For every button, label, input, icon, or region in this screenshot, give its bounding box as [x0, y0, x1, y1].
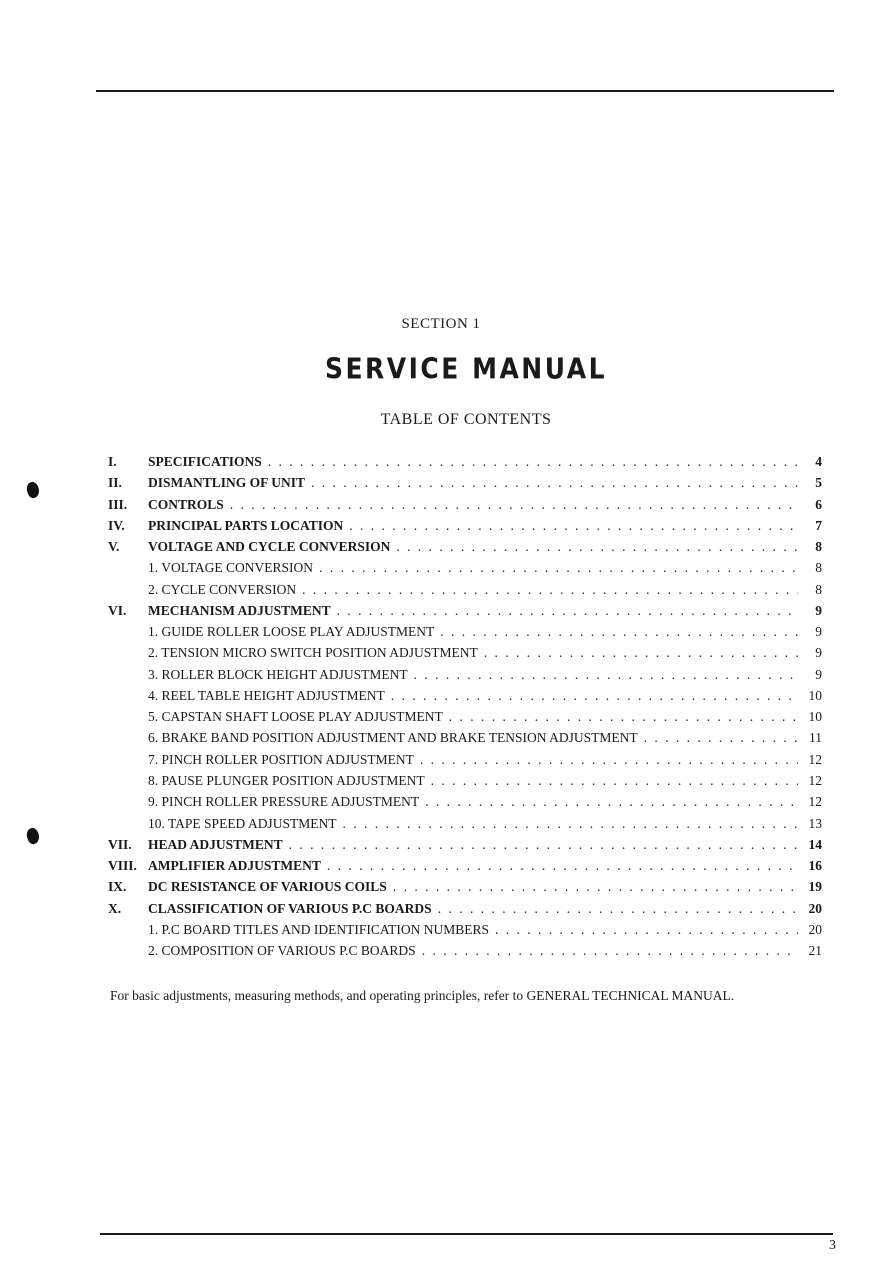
toc-entry-title: 4. REEL TABLE HEIGHT ADJUSTMENT — [148, 687, 385, 703]
toc-entry-title: 8. PAUSE PLUNGER POSITION ADJUSTMENT — [148, 772, 425, 788]
toc-entry-title: 2. TENSION MICRO SWITCH POSITION ADJUSTMENT — [148, 645, 478, 661]
toc-entry-page: 9 — [815, 624, 822, 640]
toc-dot-leader — [349, 518, 798, 534]
toc-subsection-entry — [108, 582, 822, 603]
toc-section-entry — [108, 539, 822, 560]
toc-section-entry — [108, 837, 822, 858]
toc-section-entry — [108, 901, 822, 922]
toc-entry-title: 7. PINCH ROLLER POSITION ADJUSTMENT — [148, 751, 414, 767]
toc-entry-page: 20 — [808, 900, 822, 916]
top-rule — [96, 90, 834, 92]
toc-dot-leader — [431, 773, 798, 789]
toc-dot-leader — [644, 730, 798, 746]
toc-dot-leader — [393, 879, 798, 895]
toc-subsection-entry — [108, 560, 822, 581]
toc-entry-page: 6 — [815, 496, 822, 512]
bottom-rule — [100, 1233, 833, 1235]
toc-subsection-entry — [108, 794, 822, 815]
toc-subsection-entry — [108, 943, 822, 964]
punch-hole-mark — [25, 480, 42, 499]
toc-subsection-entry — [108, 709, 822, 730]
toc-dot-leader — [391, 688, 798, 704]
toc-dot-leader — [327, 858, 798, 874]
footnote: For basic adjustments, measuring methods, and operating principles, refer to GENERAL TECHNICAL MANUAL. — [110, 988, 735, 1003]
toc-entry-page: 8 — [815, 560, 822, 576]
toc-subsection-entry — [108, 773, 822, 794]
table-of-contents — [108, 454, 822, 964]
toc-dot-leader — [289, 837, 798, 853]
toc-entry-number: II. — [108, 475, 122, 491]
toc-heading: TABLE OF CONTENTS — [380, 411, 552, 428]
toc-subsection-entry — [108, 624, 822, 645]
toc-entry-title: 6. BRAKE BAND POSITION ADJUSTMENT AND BRAKE TENSION ADJUSTMENT — [148, 730, 638, 746]
toc-section-entry — [108, 518, 822, 539]
toc-dot-leader — [414, 667, 798, 683]
toc-entry-title: VOLTAGE AND CYCLE CONVERSION — [148, 539, 391, 555]
toc-entry-page: 9 — [815, 602, 822, 618]
toc-entry-page: 14 — [808, 836, 822, 852]
toc-dot-leader — [449, 709, 798, 725]
toc-dot-leader — [319, 560, 798, 576]
toc-entry-number: VII. — [108, 836, 132, 852]
toc-entry-title: 5. CAPSTAN SHAFT LOOSE PLAY ADJUSTMENT — [148, 709, 443, 725]
toc-entry-title: MECHANISM ADJUSTMENT — [148, 602, 331, 618]
toc-subsection-entry — [108, 752, 822, 773]
toc-entry-number: VI. — [108, 602, 127, 618]
toc-entry-page: 11 — [809, 730, 822, 746]
toc-dot-leader — [342, 816, 798, 832]
toc-entry-number: X. — [108, 900, 122, 916]
toc-entry-page: 8 — [815, 539, 822, 555]
toc-subsection-entry — [108, 667, 822, 688]
toc-entry-page: 21 — [808, 943, 822, 959]
toc-entry-page: 16 — [808, 858, 822, 874]
toc-entry-title: DISMANTLING OF UNIT — [148, 475, 306, 491]
toc-dot-leader — [425, 794, 798, 810]
toc-entry-page: 10 — [808, 687, 822, 703]
toc-section-entry — [108, 879, 822, 900]
toc-dot-leader — [311, 475, 798, 491]
toc-entry-title: 10. TAPE SPEED ADJUSTMENT — [148, 815, 337, 831]
toc-entry-title: PRINCIPAL PARTS LOCATION — [148, 517, 344, 533]
toc-entry-title: 1. VOLTAGE CONVERSION — [148, 560, 314, 576]
toc-entry-title: 2. CYCLE CONVERSION — [148, 581, 297, 597]
toc-entry-page: 12 — [808, 751, 822, 767]
toc-subsection-entry — [108, 730, 822, 751]
toc-entry-title: SPECIFICATIONS — [148, 454, 262, 469]
toc-dot-leader — [484, 645, 798, 661]
toc-entry-page: 9 — [815, 645, 822, 661]
toc-entry-page: 13 — [808, 815, 822, 831]
toc-entry-title: HEAD ADJUSTMENT — [148, 836, 283, 852]
toc-dot-leader — [396, 539, 798, 555]
toc-entry-title: AMPLIFIER ADJUSTMENT — [148, 858, 321, 874]
toc-section-entry — [108, 603, 822, 624]
toc-entry-number: IX. — [108, 879, 127, 895]
toc-entry-page: 12 — [808, 794, 822, 810]
toc-entry-page: 8 — [815, 581, 822, 597]
toc-dot-leader — [420, 752, 798, 768]
toc-subsection-entry — [108, 688, 822, 709]
toc-entry-number: I. — [108, 454, 117, 469]
toc-entry-title: 3. ROLLER BLOCK HEIGHT ADJUSTMENT — [148, 666, 408, 682]
toc-section-entry — [108, 858, 822, 879]
toc-entry-title: 1. P.C BOARD TITLES AND IDENTIFICATION NUMBERS — [148, 921, 490, 937]
toc-entry-title: DC RESISTANCE OF VARIOUS COILS — [148, 879, 387, 895]
toc-subsection-entry — [108, 645, 822, 666]
toc-entry-page: 9 — [815, 666, 822, 682]
toc-entry-title: CLASSIFICATION OF VARIOUS P.C BOARDS — [148, 900, 432, 916]
toc-entry-number: V. — [108, 539, 120, 555]
toc-entry-number: VIII. — [108, 858, 137, 874]
toc-entry-page: 12 — [808, 772, 822, 788]
document-title: SERVICE MANUAL — [324, 351, 608, 386]
toc-dot-leader — [438, 901, 798, 917]
toc-entry-number: IV. — [108, 517, 125, 533]
toc-entry-title: 2. COMPOSITION OF VARIOUS P.C BOARDS — [148, 943, 416, 959]
toc-subsection-entry — [108, 816, 822, 837]
toc-dot-leader — [230, 497, 798, 513]
toc-entry-page: 4 — [815, 454, 822, 469]
toc-section-entry — [108, 497, 822, 518]
toc-entry-title: CONTROLS — [148, 496, 224, 512]
toc-entry-page: 19 — [808, 879, 822, 895]
section-label: SECTION 1 — [401, 316, 481, 332]
toc-dot-leader — [302, 582, 798, 598]
toc-subsection-entry — [108, 922, 822, 943]
toc-section-entry — [108, 475, 822, 496]
toc-dot-leader — [495, 922, 798, 938]
toc-section-entry — [108, 454, 822, 475]
toc-entry-title: 9. PINCH ROLLER PRESSURE ADJUSTMENT — [148, 794, 420, 810]
toc-entry-title: 1. GUIDE ROLLER LOOSE PLAY ADJUSTMENT — [148, 624, 435, 640]
toc-entry-page: 5 — [815, 475, 822, 491]
toc-entry-page: 20 — [808, 921, 822, 937]
toc-dot-leader — [422, 943, 798, 959]
toc-entry-number: III. — [108, 496, 128, 512]
toc-dot-leader — [337, 603, 798, 619]
toc-entry-page: 7 — [815, 517, 822, 533]
punch-hole-mark — [25, 826, 42, 845]
toc-dot-leader — [440, 624, 798, 640]
toc-dot-leader — [268, 454, 798, 470]
page-number: 3 — [829, 1238, 836, 1253]
toc-entry-page: 10 — [808, 709, 822, 725]
